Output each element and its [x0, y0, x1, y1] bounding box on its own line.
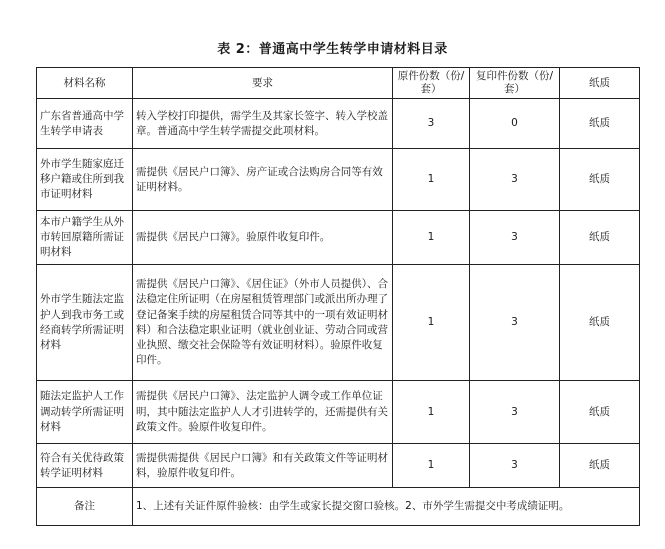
- note-label: 备注: [37, 488, 133, 526]
- row-original: 1: [393, 265, 470, 381]
- header-original: 原件份数（份/套）: [393, 68, 470, 99]
- table-row: [37, 211, 640, 265]
- row-copy: 3: [470, 149, 560, 211]
- table-row: [37, 149, 640, 211]
- header-copy: 复印件份数（份/套）: [470, 68, 560, 99]
- row-original: 1: [393, 381, 470, 444]
- row-name: 随法定监护人工作调动转学所需证明材料: [37, 381, 133, 444]
- row-name: 外市学生随家庭迁移户籍或住所到我市证明材料: [37, 149, 133, 211]
- row-name: 符合有关优待政策转学证明材料: [37, 444, 133, 488]
- row-requirement: 需提供《居民户口簿》。验原件收复印件。: [133, 211, 393, 265]
- row-copy: 3: [470, 265, 560, 381]
- header-name: 材料名称: [37, 68, 133, 99]
- row-original: 1: [393, 444, 470, 488]
- header-paper: 纸质: [560, 68, 640, 99]
- row-original: 1: [393, 149, 470, 211]
- table-row: [37, 99, 640, 149]
- row-original: 1: [393, 211, 470, 265]
- row-original: 3: [393, 99, 470, 149]
- row-copy: 3: [470, 444, 560, 488]
- table-title: 表 2：普通高中学生转学申请材料目录: [217, 42, 448, 57]
- table-row: [37, 444, 640, 488]
- row-copy: 3: [470, 381, 560, 444]
- row-requirement: 需提供《居民户口簿》、法定监护人调令或工作单位证明，其中随法定监护人人才引进转学的，还需提供有关政策文件。验原件收复印件。: [133, 381, 393, 444]
- note-row: [37, 488, 640, 526]
- row-paper: 纸质: [560, 444, 640, 488]
- row-requirement: 转入学校打印提供，需学生及其家长签字、转入学校盖章。普通高中学生转学需提交此项材料。: [133, 99, 393, 149]
- header-row: [37, 68, 640, 99]
- row-requirement: 需提供《居民户口簿》、房产证或合法购房合同等有效证明材料。: [133, 149, 393, 211]
- header-requirement: 要求: [133, 68, 393, 99]
- row-paper: 纸质: [560, 265, 640, 381]
- materials-table: [36, 67, 640, 526]
- row-copy: 0: [470, 99, 560, 149]
- row-paper: 纸质: [560, 381, 640, 444]
- row-name: 本市户籍学生从外市转回原籍所需证明材料: [37, 211, 133, 265]
- row-paper: 纸质: [560, 149, 640, 211]
- row-name: 广东省普通高中学生转学申请表: [37, 99, 133, 149]
- row-paper: 纸质: [560, 211, 640, 265]
- note-text: 1、上述有关证件原件验核：由学生或家长提交窗口验核。2、市外学生需提交中考成绩证明。: [133, 488, 640, 526]
- row-copy: 3: [470, 211, 560, 265]
- row-name: 外市学生随法定监护人到我市务工或经商转学所需证明材料: [37, 265, 133, 381]
- table-row: [37, 381, 640, 444]
- row-requirement: 需提供需提供《居民户口簿》和有关政策文件等证明材料，验原件收复印件。: [133, 444, 393, 488]
- table-row: [37, 265, 640, 381]
- row-requirement: 需提供《居民户口簿》、《居住证》（外市人员提供）、合法稳定住所证明（在房屋租赁管理部门或派出所办理了登记备案手续的房屋租赁合同等其中的一项有效证明材料）和合法稳定职业证明（就业创业证、劳动合同或营业执照、缴交社会保险等有效证明材料）。验原件收复印件。: [133, 265, 393, 381]
- row-paper: 纸质: [560, 99, 640, 149]
